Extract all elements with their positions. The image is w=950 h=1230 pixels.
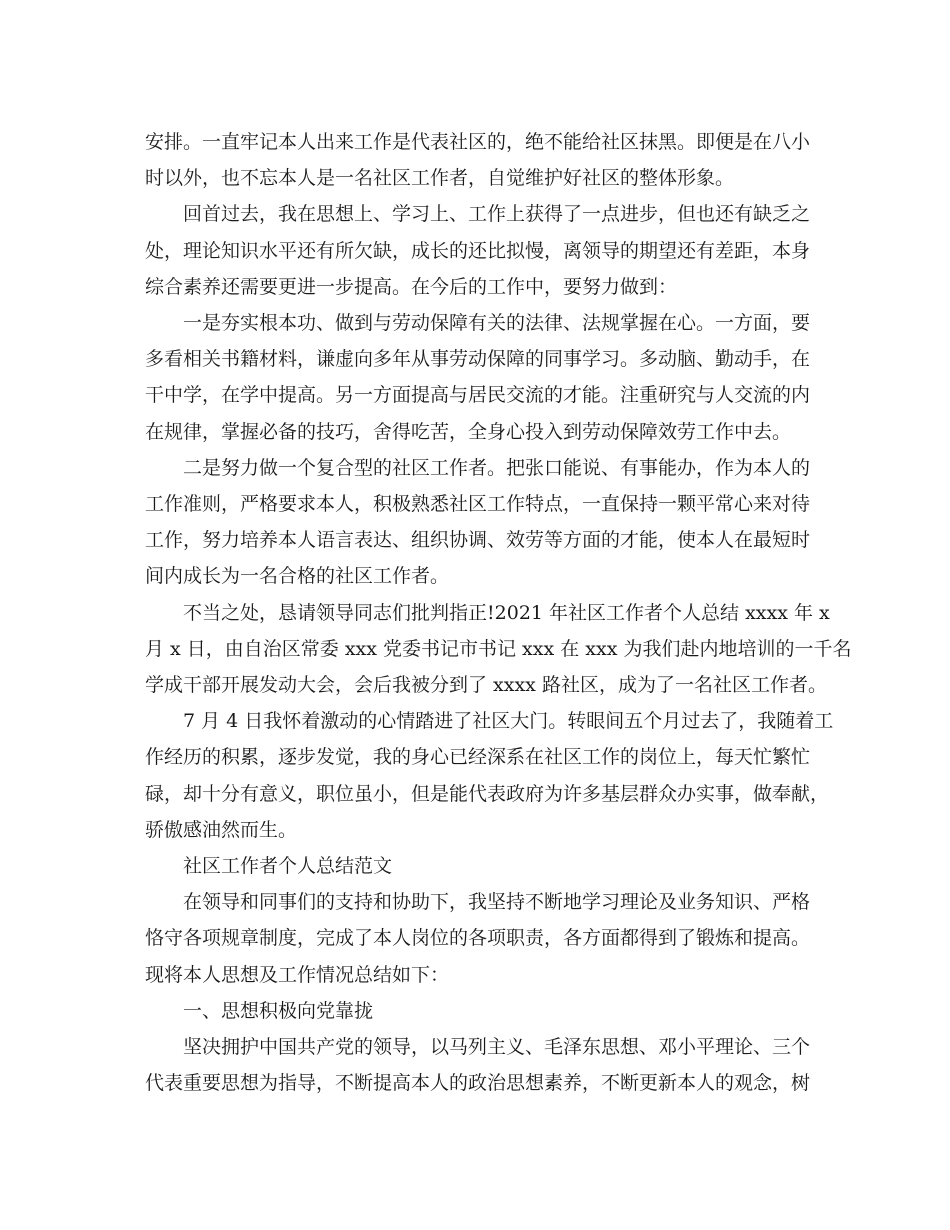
- text-line: 多看相关书籍材料，谦虚向多年从事劳动保障的同事学习。多动脑、勤动手，在: [145, 348, 811, 371]
- paragraph: [145, 993, 805, 1029]
- text-line: 社区工作者个人总结范文: [183, 855, 393, 878]
- text-line: 二是努力做一个复合型的社区工作者。把张口能说、有事能办，作为本人的: [183, 456, 811, 479]
- text-line: 现将本人思想及工作情况总结如下：: [145, 963, 450, 986]
- paragraph: [145, 848, 805, 884]
- text-line: 7 月 4 日我怀着激动的心情踏进了社区大门。转眼间五个月过去了，我随着工: [183, 710, 834, 733]
- text-line: 在领导和同事们的支持和协助下，我坚持不断地学习理论及业务知识、严格: [183, 891, 811, 914]
- text-line: 一是夯实根本功、做到与劳动保障有关的法律、法规掌握在心。一方面，要: [183, 312, 811, 335]
- text-line: 坚决拥护中国共产党的领导，以马列主义、毛泽东思想、邓小平理论、三个: [183, 1036, 811, 1059]
- text-line: 恪守各项规章制度，完成了本人岗位的各项职责，各方面都得到了锻炼和提高。: [145, 927, 811, 950]
- paragraph: [145, 703, 834, 848]
- text-line: 安排。一直牢记本人出来工作是代表社区的，绝不能给社区抹黑。即便是在八小: [145, 131, 811, 153]
- text-line: 综合素养还需要更进一步提高。在今后的工作中，要努力做到：: [145, 275, 678, 298]
- text-line: 回首过去，我在思想上、学习上、工作上获得了一点进步，但也还有缺乏之: [183, 203, 811, 226]
- text-line: 代表重要思想为指导，不断提高本人的政治思想素养，不断更新本人的观念，树: [145, 1072, 811, 1095]
- text-line: 工作准则，严格要求本人，积极熟悉社区工作特点，一直保持一颗平常心来对待: [145, 493, 811, 516]
- text-line: 碌，却十分有意义，职位虽小，但是能代表政府为许多基层群众办实事，做奉献，: [145, 782, 830, 805]
- text-line: 工作，努力培养本人语言表达、组织协调、效劳等方面的才能，使本人在最短时: [145, 529, 811, 552]
- text-line: 一、思想积极向党靠拢: [183, 999, 374, 1022]
- text-line: 在规律，掌握必备的技巧，舍得吃苦，全身心投入到劳动保障效劳工作中去。: [145, 420, 792, 443]
- text-line: 月 x 日，由自治区常委 xxx 党委书记市书记 xxx 在 xxx 为我们赴内地培训的一千名: [145, 637, 852, 660]
- text-line: 干中学，在学中提高。另一方面提高与居民交流的才能。注重研究与人交流的内: [145, 384, 811, 407]
- text-line: 不当之处，恳请领导同志们批判指正!2021 年社区工作者个人总结 xxxx 年 x: [183, 601, 830, 624]
- paragraph: [145, 1029, 811, 1101]
- paragraph: [145, 884, 811, 993]
- text-line: 处，理论知识水平还有所欠缺，成长的还比拟慢，离领导的期望还有差距，本身: [145, 239, 811, 262]
- paragraph: [145, 196, 811, 305]
- paragraph: [145, 450, 811, 595]
- document-body: [145, 124, 852, 1101]
- text-line: 时以外，也不忘本人是一名社区工作者，自觉维护好社区的整体形象。: [145, 167, 735, 190]
- text-line: 间内成长为一名合格的社区工作者。: [145, 565, 450, 588]
- text-line: 骄傲感油然而生。: [145, 818, 298, 841]
- text-line: 作经历的积累，逐步发觉，我的身心已经深系在社区工作的岗位上，每天忙繁忙: [145, 746, 811, 769]
- paragraph: [145, 595, 852, 704]
- paragraph: [145, 305, 811, 450]
- paragraph: [145, 124, 811, 196]
- text-line: 学成干部开展发动大会，会后我被分到了 xxxx 路社区，成为了一名社区工作者。: [145, 674, 827, 697]
